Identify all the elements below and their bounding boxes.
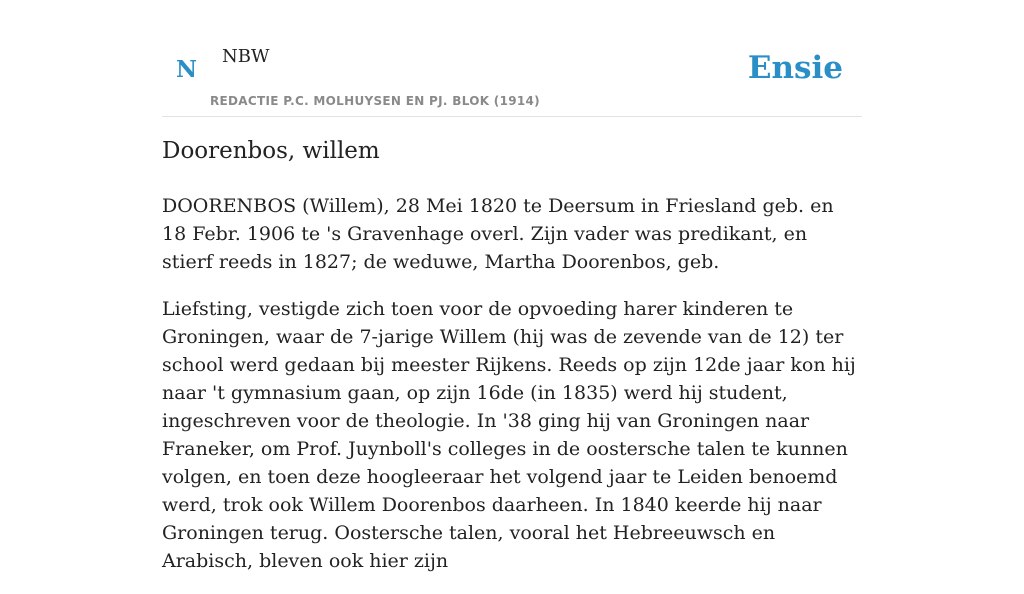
- source-logo[interactable]: N: [176, 56, 198, 83]
- article-paragraph: DOORENBOS (Willem), 28 Mei 1820 te Deersum in Friesland geb. en 18 Febr. 1906 te 's Gravenhage overl. Zijn vader was predikant, en stierf reeds in 1827; de weduwe, Martha Doorenbos, geb.: [162, 195, 834, 273]
- article-body: [162, 192, 862, 594]
- source-name[interactable]: NBW: [222, 46, 270, 67]
- article-title: Doorenbos, willem: [162, 138, 380, 164]
- source-subtitle: REDACTIE P.C. MOLHUYSEN EN PJ. BLOK (1914): [210, 94, 540, 108]
- article-paragraph: Liefsting, vestigde zich toen voor de opvoeding harer kinderen te Groningen, waar de 7-jarige Willem (hij was de zevende van de 12) ter school werd gedaan bij meester Rijkens. Reeds op zijn 12de jaar kon hij naar 't gymnasium gaan, op zijn 16de (in 1835) werd hij student, ingeschreven voor de theologie. In '38 ging hij van Groningen naar Franeker, om Prof. Juynboll's colleges in de oostersche talen te kunnen volgen, en toen deze hoogleeraar het volgend jaar te Leiden benoemd werd, trok ook Willem Doorenbos daarheen. In 1840 keerde hij naar Groningen terug. Oostersche talen, vooral het Hebreeuwsch en Arabisch, bleven ook hier zijn: [162, 298, 856, 572]
- brand-logo-link[interactable]: Ensie: [747, 50, 843, 86]
- header: [162, 0, 862, 117]
